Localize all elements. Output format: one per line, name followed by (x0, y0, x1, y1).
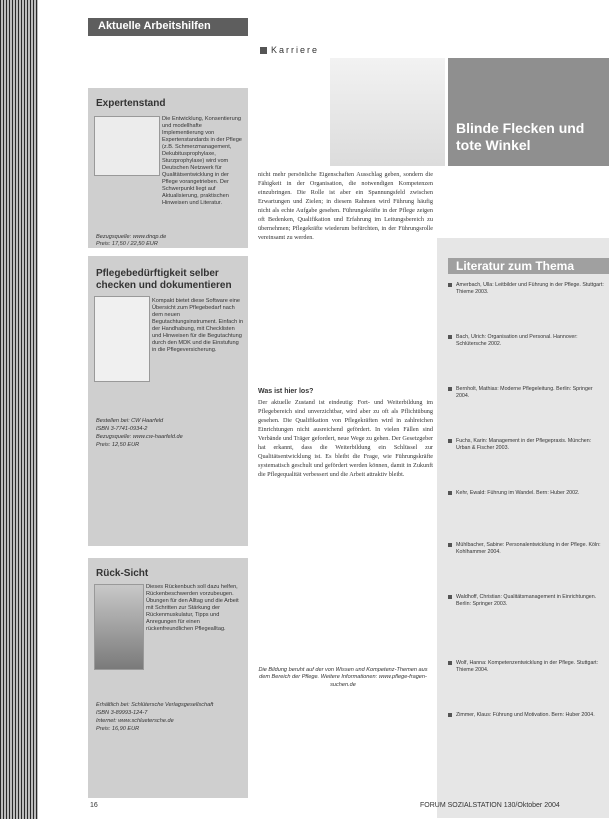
article-paragraph-2: Der aktuelle Zustand ist eindeutig: Fort- und Weiterbildung im Pflegebereich sind unverzichtbar, wird aber zu oft als Pflichtübung gesehen. Die Qualifikation von Pflegekräften wird in zahlreichen Einrichtungen nicht ausreichend gefördert. In vielen Fällen sind Verbände und Träger gefordert, neue Wege zu gehen. Der Gesetzgeber hat erkannt, dass die Weiterbildung ein Schlüssel zur Qualitätsentwicklung ist. Es bleibt die Frage, wie Führungskräfte systematisch geschult und gefördert werden können, damit in Zukunft die Pflegequalität verbessert und die Arbeit attraktiv bleibt. (258, 399, 433, 478)
square-bullet-icon (448, 387, 452, 391)
pflegebeduerftigkeit-body: Kompakt bietet diese Software eine Übersicht zum Pflegebedarf nach dem neuen Begutachtungsinstrument. Einfach in der Handhabung, mit Checklisten und Hinweisen für die Begutachtung durch den MDK und die Einstufung in die Pflegeversicherung. (152, 298, 244, 353)
pflegebeduerftigkeit-isbn: ISBN 3-7741-0934-2 (96, 426, 148, 432)
sidebar-header (88, 18, 248, 36)
expertenstand-body: Die Entwicklung, Konsentierung und modellhafte Implementierung von Expertenstandards in der Pflege (z.B. Schmerzmanagement, Dekubitusprophylaxe, Sturzprophylaxe) wird vom Deutschen Netzwerk für Qualitätsentwicklung in der Pflege vorangetrieben. Der Schwerpunkt liegt auf Aktualisierung, praktischen Hinweisen und Literatur. (162, 116, 242, 206)
headline-panel (448, 58, 609, 166)
expertenstand-cover-image (94, 116, 160, 176)
square-bullet-icon (448, 713, 452, 717)
sidebar-column (88, 18, 248, 798)
rueck-sicht-contact: Internet: www.schluetersche.de (96, 718, 174, 724)
rueck-sicht-order: Erhältlich bei: Schlütersche Verlagsgesellschaft (96, 702, 214, 708)
literature-item: Kehr, Ewald: Führung im Wandel. Bern: Huber 2002. (448, 490, 606, 497)
pflegebeduerftigkeit-order: Bestellen bei: CW Haarfeld (96, 418, 164, 424)
rueck-sicht-cover-image (94, 584, 144, 670)
article-paragraph-1: nicht mehr persönliche Eigenschaften Ausschlag geben, sondern die Fähigkeit in der Organisation, die notwendigen Kompetenzen einzubringen. Die Rolle ist aber ein Spannungsfeld zwischen Erwartungen und Zielen; in diesem Rahmen wird Führung häufig nicht als echte Aufgabe gesehen. Führungskräfte in der Pflege zeigen oft Bedenken, Qualifikation und Erfahrung im Leitungsbereich zu übernehmen; Pflegekräfte wiederum befürchten, in der Führungsrolle vereinsamt zu werden. (258, 171, 433, 241)
literature-item: Bernholt, Mathias: Moderne Pflegeleitung. Berlin: Springer 2004. (448, 386, 606, 399)
square-bullet-icon (260, 47, 267, 54)
section-title-pflegebeduerftigkeit: Pflegebedürftigkeit selber checken und dokumentieren (96, 268, 232, 291)
section-title-expertenstand: Expertenstand (96, 98, 166, 109)
literature-panel (437, 238, 609, 818)
section-label: Karriere (260, 45, 319, 55)
pflegebeduerftigkeit-price: Preis: 12,50 EUR (96, 442, 140, 448)
section-title-rueck-sicht: Rück-Sicht (96, 568, 149, 579)
sidebar-header-title: Aktuelle Arbeitshilfen (98, 20, 211, 32)
rueck-sicht-price: Preis: 16,90 EUR (96, 726, 140, 732)
literature-item: Wolf, Hanna: Kompetenzentwicklung in der Pflege. Stuttgart: Thieme 2004. (448, 660, 606, 673)
headline: Blinde Flecken und tote Winkel (456, 120, 585, 153)
article-subhead: Was ist hier los? (258, 388, 314, 395)
square-bullet-icon (448, 595, 452, 599)
square-bullet-icon (448, 661, 452, 665)
literature-item: Mühlbacher, Sabine: Personalentwicklung in der Pflege. Köln: Kohlhammer 2004. (448, 542, 606, 555)
literature-item: Bach, Ulrich: Organisation und Personal. Hannover: Schlütersche 2002. (448, 334, 606, 347)
square-bullet-icon (448, 491, 452, 495)
expertenstand-order: Bezugsquelle: www.dnqp.de (96, 234, 167, 240)
literature-header (448, 258, 609, 274)
square-bullet-icon (448, 543, 452, 547)
rueck-sicht-body: Dieses Rückenbuch soll dazu helfen, Rückenbeschwerden vorzubeugen. Übungen für den Alltag und die Arbeit mit Schritten zur Stärkung der Rückenmuskulatur, Tipps und Anregungen für einen rückenfreundlichen Pflegealltag. (146, 584, 239, 632)
literature-item: Zimmer, Klaus: Führung und Motivation. Bern: Huber 2004. (448, 712, 606, 719)
pflegebeduerftigkeit-contact: Bezugsquelle: www.cw-haarfeld.de (96, 434, 183, 440)
page-number: 16 (90, 802, 98, 809)
portrait-photo (330, 58, 445, 166)
journal-name: FORUM SOZIALSTATION 130/Oktober 2004 (420, 802, 560, 809)
photo-caption: Die Bildung beruht auf der von Wissen und Kompetenz-Themen aus dem Bereich der Pflege. Weitere Informationen: www.pflege-fragen-suchen.de (258, 667, 428, 688)
square-bullet-icon (448, 283, 452, 287)
literature-item: Amerbach, Ulla: Leitbilder und Führung in der Pflege. Stuttgart: Thieme 2003. (448, 282, 606, 295)
literature-title: Literatur zum Thema (456, 259, 575, 273)
page-edge-binding (0, 0, 38, 819)
literature-item: Fuchs, Karin: Management in der Pflegepraxis. München: Urban & Fischer 2003. (448, 438, 606, 451)
square-bullet-icon (448, 335, 452, 339)
expertenstand-price: Preis: 17,50 / 22,50 EUR (96, 241, 158, 247)
rueck-sicht-isbn: ISBN 3-89993-124-7 (96, 710, 148, 716)
pflegebeduerftigkeit-cover-image (94, 296, 150, 382)
square-bullet-icon (448, 439, 452, 443)
literature-item: Waldhoff, Christian: Qualitätsmanagement in Einrichtungen. Berlin: Springer 2003. (448, 594, 606, 607)
